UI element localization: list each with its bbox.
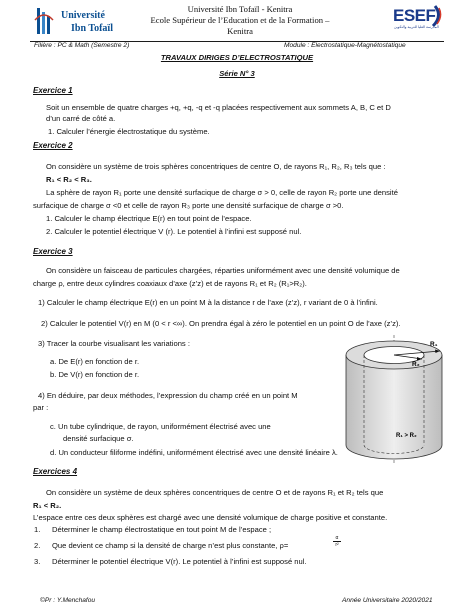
exercice3-text-line2: charge ρ, entre deux cylindres coaxiaux d’axe (z’z) et de rayons R₁ et R₂ (R₁>R₂).: [33, 279, 307, 288]
university-logo-line2: Ibn Tofaïl: [71, 23, 113, 34]
exercice3-question1: 1) Calculer le champ électrique E(r) en un point M à la distance r de l’axe (z’z), r variant de 0 à l’infini.: [38, 298, 378, 307]
esef-logo-text: ESEF: [393, 6, 436, 25]
exercice2-heading: Exercice 2: [33, 141, 73, 150]
university-emblem-icon: [33, 6, 55, 36]
module-label: Module : Electrostatique-Magnétostatique: [284, 42, 406, 49]
diagram-label-r2: R₂: [412, 361, 420, 368]
exercice4-question3: Déterminer le potentiel électrique V(r). Le potentiel à l’infini est supposé nul.: [52, 557, 307, 566]
exercice4-text-line3: L’espace entre ces deux sphères est chargé avec une densité volumique de charge positive et constante.: [33, 513, 388, 522]
esef-logo-subtitle: المدرسة العليا للتربية والتكوين: [394, 25, 439, 29]
exercice2-text-line2: R₁ < R₂ < R₃.: [46, 175, 92, 184]
footer-academic-year: Année Universitaire 2020/2021: [342, 597, 433, 604]
footer-author: ©Pr : Y.Menchafou: [40, 597, 96, 604]
exercice2-text-line1: On considère un système de trois sphères concentriques de centre O, de rayons R₁, R₂, R₃ tels que :: [46, 162, 386, 171]
esef-logo: [393, 4, 441, 38]
page-title: TRAVAUX DIRIGES D’ELECTROSTATIQUE: [160, 53, 314, 62]
exercice3-heading: Exercice 3: [33, 247, 73, 256]
density-fraction-denominator: r²: [335, 542, 339, 548]
exercice3-text-line1: On considère un faisceau de particules chargées, réparties uniformément avec une densité volumique de: [46, 266, 400, 275]
institution-line1: Université Ibn Tofaïl - Kenitra: [187, 4, 293, 14]
exercice3-question3a: a. De E(r) en fonction de r.: [50, 357, 140, 366]
diagram-label-r1: R₁: [430, 341, 438, 348]
exercice4-text-line1: On considère un système de deux sphères concentriques de centre O et de rayons R₁ et R₂ tels que: [46, 488, 384, 497]
page-header: [0, 0, 474, 40]
exercice3-question3b: b. De V(r) en fonction de r.: [50, 370, 140, 379]
exercice2-question1: 1. Calculer le champ électrique E(r) en tout point de l’espace.: [46, 214, 252, 223]
exercice4-number3: 3.: [34, 557, 41, 566]
exercice3-question4-line1: 4) En déduire, par deux méthodes, l’expression du champ créé en un point M: [38, 391, 298, 400]
exercice1-text-line2: d’un carré de côté a.: [46, 114, 116, 123]
university-logo: [33, 6, 143, 36]
filiere-label: Filière : PC & Math (Semestre 2): [34, 42, 130, 49]
institution-heading: [140, 4, 340, 37]
exercice2-question2: 2. Calculer le potentiel électrique V (r). Le potentiel à l’infini est supposé nul.: [46, 227, 302, 236]
exercice1-question1: 1. Calculer l’énergie électrostatique du système.: [48, 127, 210, 136]
exercice1-text-line1: Soit un ensemble de quatre charges +q, +q, -q et -q placées respectivement aux sommets A, B, C et D: [46, 103, 391, 112]
exercice1-heading: Exercice 1: [33, 86, 73, 95]
exercice3-question3: 3) Tracer la courbe visualisant les variations :: [38, 339, 190, 348]
serie-title: Série N° 3: [219, 69, 255, 78]
exercice4-question1: Déterminer le champ électrostatique en tout point M de l’espace ;: [52, 525, 272, 534]
exercice4-number1: 1.: [34, 525, 41, 534]
exercice3-item-c-line2: densité surfacique σ.: [63, 434, 134, 443]
exercice4-text-line2: R₁ < R₂.: [33, 501, 62, 510]
exercice3-question2: 2) Calculer le potentiel V(r) en M (0 < r <∞). On prendra égal à zéro le potentiel en un point O de l’axe (z’z).: [41, 319, 401, 328]
exercice4-question2: Que devient ce champ si la densité de charge n’est plus constante, ρ=: [52, 541, 289, 550]
exercice4-heading: Exercices 4: [33, 467, 78, 476]
exercice2-text-line3: La sphère de rayon R₁ porte une densité surfacique de charge σ > 0, celle de rayon R₂ porte une densité: [46, 188, 398, 197]
exercice3-item-d: d. Un conducteur filiforme indéfini, uniformément électrisé avec une densité linéaire λ.: [50, 448, 338, 457]
diagram-label-condition: R₁ > R₂: [396, 433, 417, 439]
exercice3-question4-line2: par :: [33, 403, 49, 412]
university-logo-line1: Université: [61, 10, 105, 21]
exercice3-item-c-line1: c. Un tube cylindrique, de rayon, uniformément électrisé avec une: [50, 422, 271, 431]
institution-line2: Ecole Supérieur de l’Education et de la Formation – Kenitra: [150, 15, 330, 36]
coaxial-cylinder-diagram: [338, 333, 450, 469]
density-fraction: [333, 535, 341, 548]
exercice4-number2: 2.: [34, 541, 41, 550]
exercice2-text-line4: surfacique de charge σ <0 et celle de rayon R₃ porte une densité surfacique de charge σ >0.: [33, 201, 344, 210]
density-fraction-numerator: α: [333, 535, 341, 542]
